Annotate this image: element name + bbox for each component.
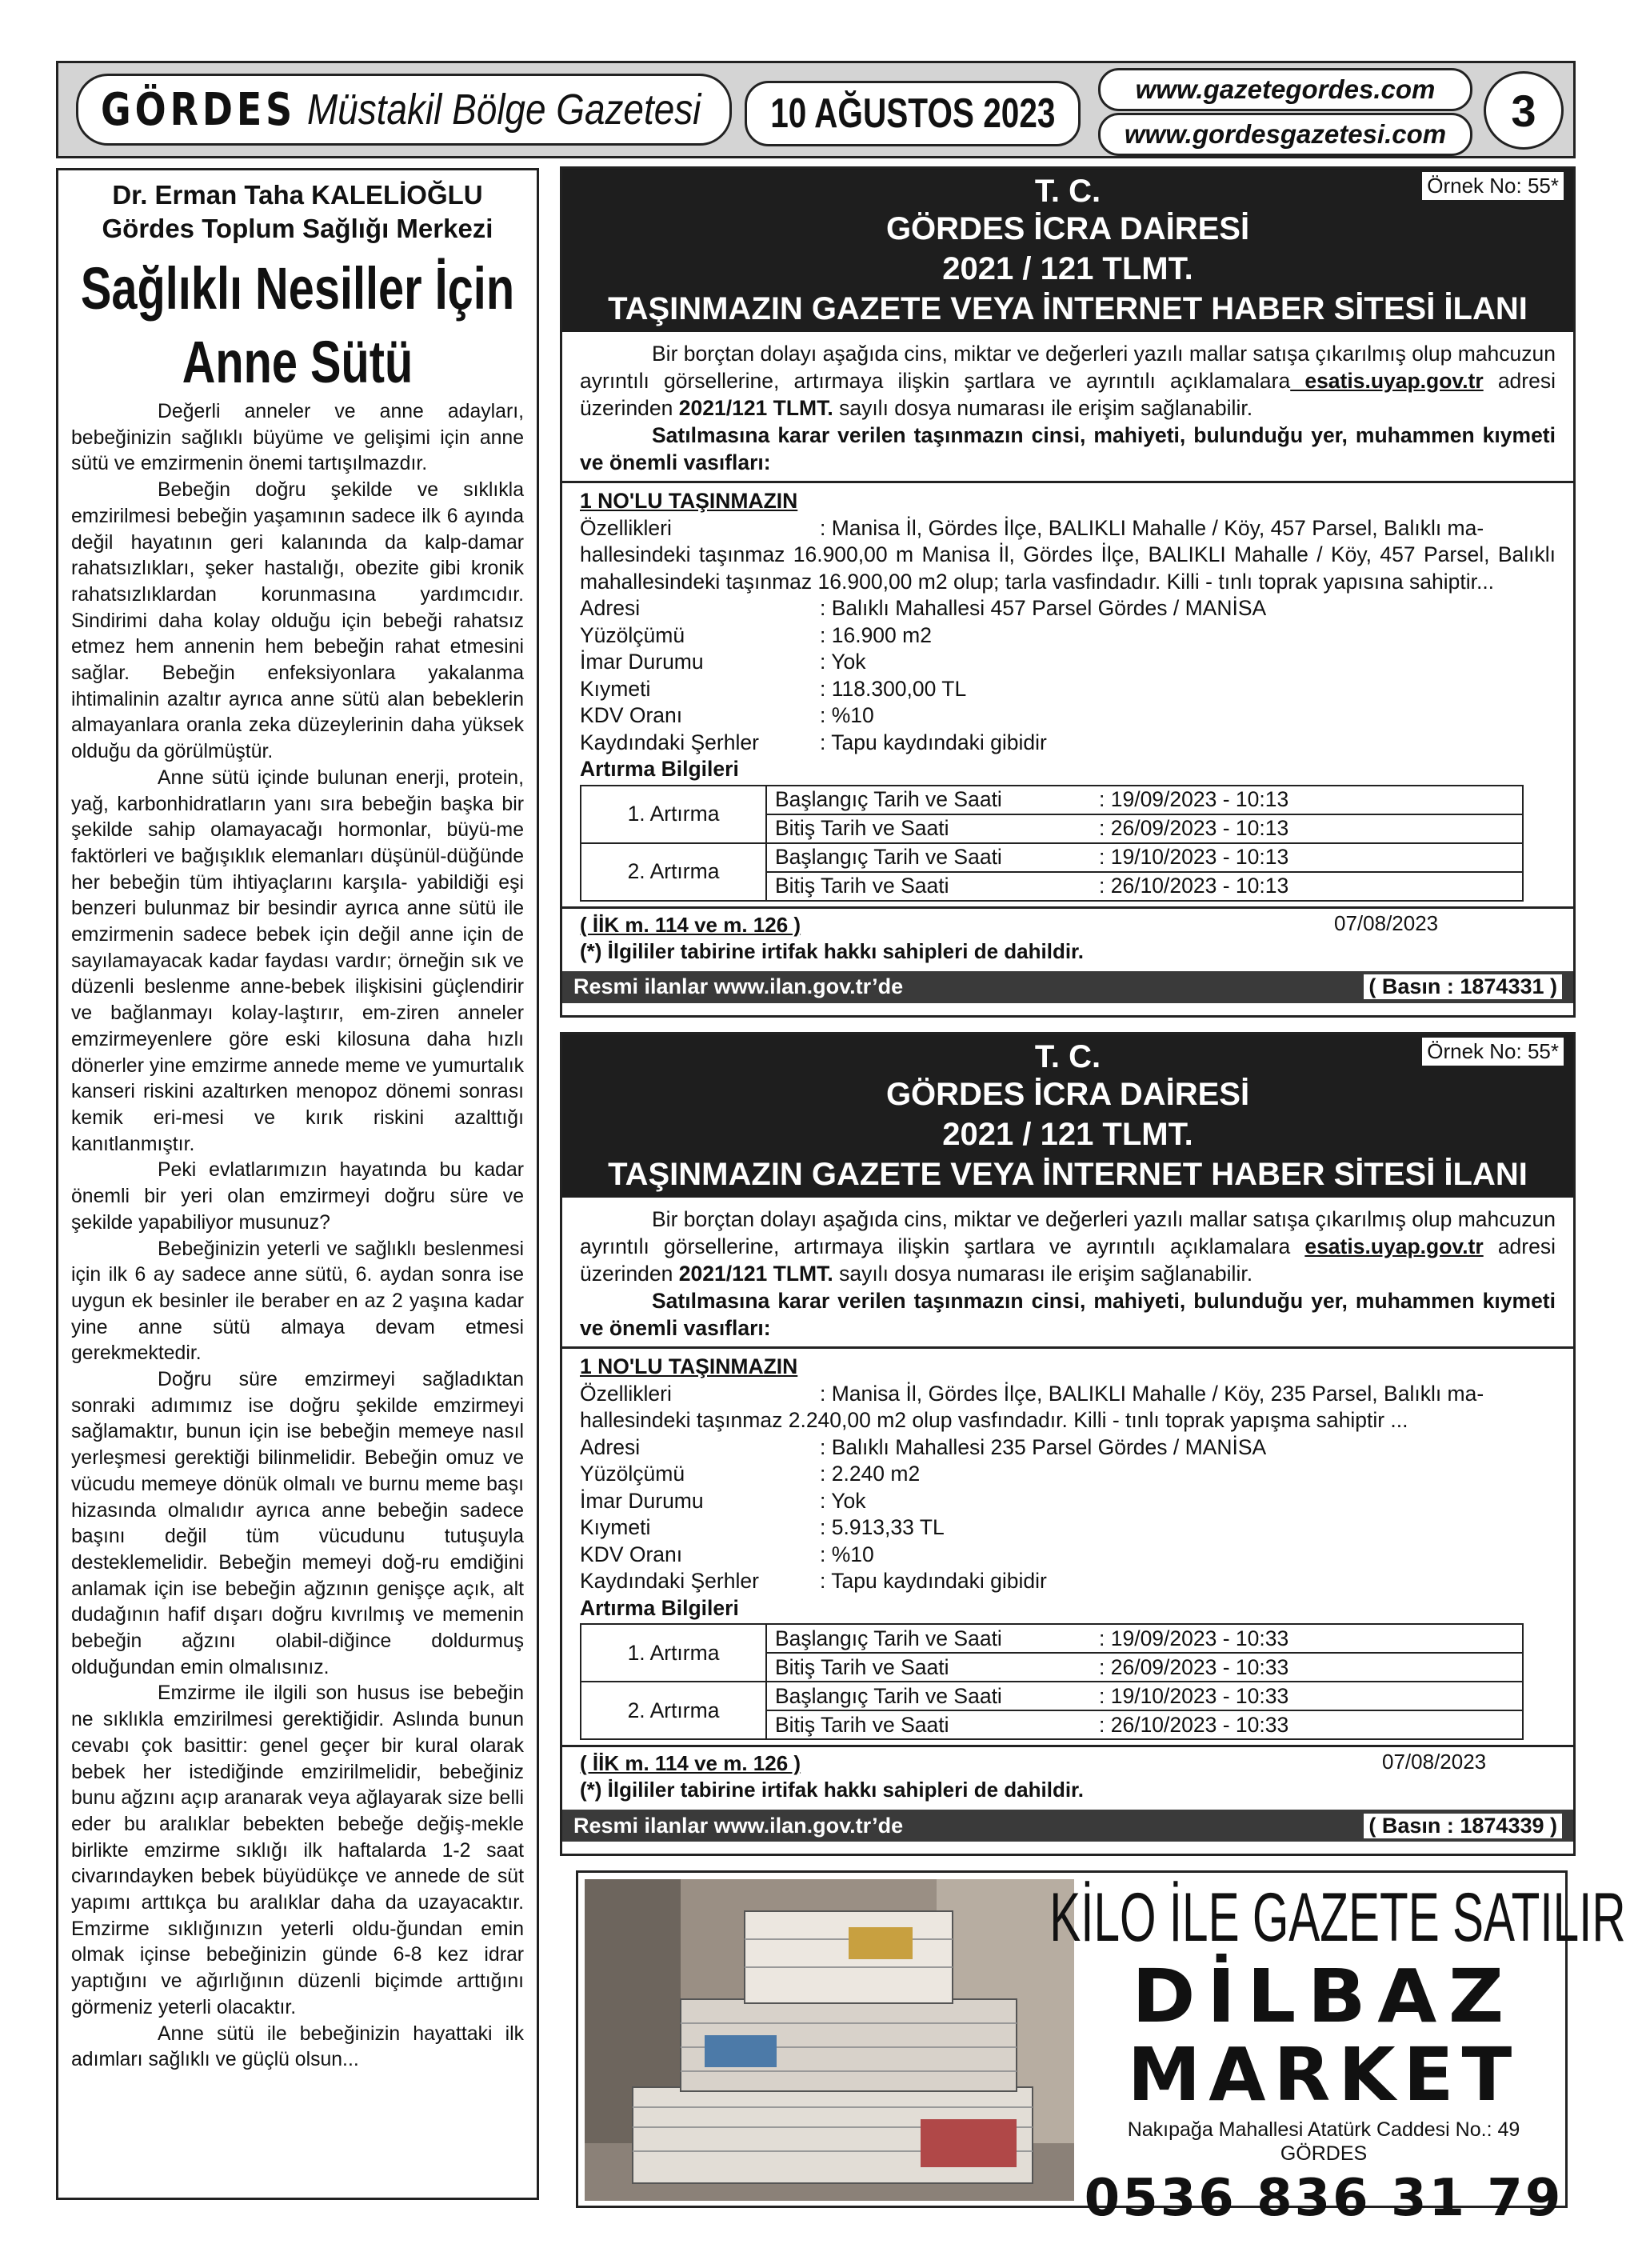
property-value: : Manisa İl, Gördes İlçe, BALIKLI Mahalle / Köy, 235 Parsel, Balıklı ma- xyxy=(820,1381,1484,1406)
property-key: Adresi xyxy=(580,596,641,620)
property-key: İmar Durumu xyxy=(580,1488,704,1513)
auction-round-label: 2. Artırma xyxy=(581,843,766,901)
property-value: : 5.913,33 TL xyxy=(820,1515,945,1539)
article-paragraph: Bebeğin doğru şekilde ve sıklıkla emzirilmesi bebeğin yaşamının sadece ilk 6 ayında değil hayatının geri kalanında da kalp-damar rahatsızlıkları, şeker hastalığı, obezite gibi kronik rahatsızlıklardan korunmasına yardımcıdır. Sindirimi daha kolay olduğu için bebeği rahatsız etmez hem annenin hem bebeğin rahat etmesini sağlar. Bebeğin enfeksiyonlara yakalanma ihtimalinin azaltır ayrıca anne sütü alan bebeklerin almayanlara oranla zeka düzeylerinin daha yüksek olduğu da görülmüştür. xyxy=(71,479,524,763)
advertisement-text xyxy=(1049,1873,1626,2228)
table-cell: Başlangıç Tarih ve Saati xyxy=(766,1682,1091,1710)
intro-text: Bir borçtan dolayı aşağıda cins, miktar ve değerleri yazılı mallar satışa çıkarılmış olup mahcuzun ayrıntılı görsellerine, artırmaya ilişkin şartlara ve ayrıntılı açıklamalara xyxy=(580,342,1556,393)
masthead-title-pill xyxy=(76,74,732,146)
notice-office: GÖRDES İCRA DAİRESİ xyxy=(885,211,1250,246)
auction-round-label: 2. Artırma xyxy=(581,1682,766,1739)
intro-bold-text: Satılmasına karar verilen taşınmazın cinsi, mahiyeti, bulunduğu yer, muhammen kıymeti ve önemli vasıfları: xyxy=(580,1289,1556,1340)
newspaper-subtitle: Müstakil Bölge Gazetesi xyxy=(306,86,701,134)
property-key: İmar Durumu xyxy=(580,650,704,674)
article-paragraph: Doğru süre emzirmeyi sağladıktan sonraki adımımız ise doğru şekilde emzirmeyi sağlamaktır, bunun için ise bebeğin memeye nasıl yerleşmesi gerektiği bilinmelidir. Bebeğin omuz ve vücudu memeye dönük olmalı ve burnu meme başı hizasında olmalıdır ayrıca anne bebeğin sadece başını değil tüm vücudunu tutuşuyla desteklemelidir. Bebeğin memeyi doğ-ru emdiğini anlamak için ise bebeğin ağzının genişçe açık, alt dudağının hafif dışarı doğru kıvrılmış ve memenin bebeğin ağzını olabil-diğince doldurmuş olduğundan emin olmalısınız. xyxy=(71,1369,524,1678)
notice-footnote: (*) İlgililer tabirine irtifak hakkı sahipleri de dahildir. xyxy=(580,938,1084,963)
legal-notice-1 xyxy=(560,166,1576,1018)
intro-text: sayılı dosya numarası ile erişim sağlanabilir. xyxy=(833,1262,1253,1286)
article-body xyxy=(71,399,524,2074)
article-paragraph: Anne sütü içinde bulunan enerji, protein, yağ, karbonhidratların yanı sıra bebeğin başka bir şekilde sahip olamayacağı hormonlar, büyü-me faktörleri ve bağışıklık elemanları düşünül-düğünde her bebeğin tüm ihtiyaçlarını karşıla- yabildiği eşi benzeri bulunmaz bir besindir ayrıca anne sütü ile emzirmenin sadece bebek için değil anne için de sayılamayacak kadar faydası vardır; örneğin sık ve düzenli beslenme anne-bebek ilişkisini güçlendirir ve bağlanmayı kolay-laştırır, em-ziren anneler emzirmeyenlere göre eski kilosuna daha hızlı dönerler yine emzirme annede meme ve yumurtalık kanseri riskini azaltırken menopoz dönemi sonrası kemik eri-mesi ve kırık riskini azalttığı kanıtlanmıştır. xyxy=(71,766,524,1155)
property-value: : Manisa İl, Gördes İlçe, BALIKLI Mahalle / Köy, 457 Parsel, Balıklı ma- xyxy=(820,515,1484,540)
property-description: hallesindeki taşınmaz 16.900,00 m Manisa İl, Gördes İlçe, BALIKLI Mahalle / Köy, 457 Parsel, Balıklı mahallesindeki taşınmaz 16.900,00 m2 olup; tarla vasfindadır. Killi - tınlı toprak yapısına sahiptir... xyxy=(580,542,1556,594)
article-paragraph: Anne sütü ile bebeğinizin hayattaki ilk adımları sağlıklı ve güçlü olsun... xyxy=(71,2022,524,2071)
property-value: : Tapu kaydındaki gibidir xyxy=(820,730,1047,754)
ad-town: GÖRDES xyxy=(1280,2142,1368,2165)
sample-number: Örnek No: 55* xyxy=(1422,1038,1564,1066)
website-link-1[interactable] xyxy=(1098,68,1472,111)
official-ads-bar xyxy=(562,1810,1573,1842)
issue-date: 10 AĞUSTOS 2023 xyxy=(769,90,1056,137)
notice-header xyxy=(562,1034,1573,1198)
auction-round-label: 1. Artırma xyxy=(581,1624,766,1682)
notice-intro xyxy=(562,332,1573,483)
property-row xyxy=(580,1514,1556,1542)
table-row xyxy=(581,786,1523,814)
table-cell: Bitiş Tarih ve Saati xyxy=(766,814,1091,843)
auction-info-title: Artırma Bilgileri xyxy=(580,757,739,781)
notice-file-number: 2021 / 121 TLMT. xyxy=(942,1117,1193,1152)
intro-file-number: 2021/121 TLMT. xyxy=(678,396,833,420)
property-key: Yüzölçümü xyxy=(580,1462,685,1486)
newspaper-brand: GÖRDES xyxy=(101,83,297,136)
table-cell: : 19/09/2023 - 10:13 xyxy=(1091,786,1523,814)
sample-number: Örnek No: 55* xyxy=(1422,172,1564,200)
article-paragraph: Bebeğinizin yeterli ve sağlıklı beslenmesi için ilk 6 ay sadece anne sütü, 6. aydan sonra ise uygun ek besinler ile beraber en az 2 yaşına kadar yine anne sütü almaya devam etmesi gerekmektedir. xyxy=(71,1238,524,1365)
property-key: KDV Oranı xyxy=(580,1542,683,1566)
masthead xyxy=(56,61,1576,158)
intro-file-number: 2021/121 TLMT. xyxy=(678,1262,833,1286)
property-key: Kıymeti xyxy=(580,676,651,701)
press-number: ( Basın : 1874331 ) xyxy=(1364,974,1562,999)
table-cell: Başlangıç Tarih ve Saati xyxy=(766,843,1091,872)
property-value: : 118.300,00 TL xyxy=(820,676,967,701)
property-key: Özellikleri xyxy=(580,1381,672,1406)
press-number: ( Basın : 1874339 ) xyxy=(1364,1814,1562,1838)
article-paragraph: Değerli anneler ve anne adayları, bebeğinizin sağlıklı büyüme ve gelişimi için anne sütü ve emzirmenin önemi tartışılmazdır. xyxy=(71,401,524,475)
article-paragraph: Peki evlatlarımızın hayatında bu kadar önemli bir yeri olan emzirmeyi doğru süre ve şekilde yapabiliyor musunuz? xyxy=(71,1159,524,1234)
table-cell: : 19/10/2023 - 10:33 xyxy=(1091,1682,1523,1710)
table-cell: : 26/10/2023 - 10:33 xyxy=(1091,1710,1523,1739)
notice-header xyxy=(562,169,1573,332)
property-row xyxy=(580,702,1556,730)
ad-store-type: MARKET xyxy=(1127,2032,1520,2118)
notice-body xyxy=(562,483,1573,902)
ad-slogan: KİLO İLE GAZETE SATILIR xyxy=(1049,1879,1626,1956)
law-reference: ( İİK m. 114 ve m. 126 ) xyxy=(580,1751,801,1775)
property-row xyxy=(580,515,1556,542)
property-key: KDV Oranı xyxy=(580,703,683,727)
property-row xyxy=(580,622,1556,650)
notice-office: GÖRDES İCRA DAİRESİ xyxy=(885,1077,1250,1112)
property-value: : Tapu kaydındaki gibidir xyxy=(820,1569,1047,1593)
property-value: : Balıklı Mahallesi 235 Parsel Gördes / MANİSA xyxy=(820,1434,1267,1459)
article-author: Dr. Erman Taha KALELİOĞLU xyxy=(112,180,483,210)
legal-notice-2 xyxy=(560,1032,1576,1856)
property-value: : Balıklı Mahallesi 457 Parsel Gördes / MANİSA xyxy=(820,596,1267,620)
notice-tc: T. C. xyxy=(1034,174,1101,209)
intro-text: Bir borçtan dolayı aşağıda cins, miktar ve değerleri yazılı mallar satışa çıkarılmış olup mahcuzun ayrıntılı görsellerine, artırmaya ilişkin şartlara ve ayrıntılı açıklamalara xyxy=(580,1207,1556,1258)
property-value: : Yok xyxy=(820,650,866,674)
official-ads-text: Resmi ilanlar www.ilan.gov.tr’de xyxy=(573,1813,904,1838)
ad-phone-number[interactable]: 0536 836 31 79 xyxy=(1084,2169,1564,2228)
table-row xyxy=(581,1682,1523,1710)
ad-address: Nakıpağa Mahallesi Atatürk Caddesi No.: 49 xyxy=(1127,2118,1520,2141)
table-cell: : 26/09/2023 - 10:33 xyxy=(1091,1653,1523,1682)
table-cell: Bitiş Tarih ve Saati xyxy=(766,872,1091,901)
table-cell: : 19/09/2023 - 10:33 xyxy=(1091,1624,1523,1653)
property-row xyxy=(580,649,1556,676)
official-ads-text: Resmi ilanlar www.ilan.gov.tr’de xyxy=(573,974,904,998)
property-key: Kıymeti xyxy=(580,1515,651,1539)
ad-store-name: DİLBAZ xyxy=(1132,1954,1516,2039)
property-value: : Yok xyxy=(820,1488,866,1513)
property-description: hallesindeki taşınmaz 2.240,00 m2 olup vasfındadır. Killi - tınlı toprak yapışma sahiptir ... xyxy=(580,1408,1408,1432)
property-row xyxy=(580,1488,1556,1515)
intro-text: adresi üzerinden xyxy=(580,369,1556,420)
website-link-2[interactable] xyxy=(1098,113,1472,156)
page-number-badge xyxy=(1484,71,1564,150)
notice-date: 07/08/2023 xyxy=(1334,910,1439,935)
property-title: 1 NO'LU TAŞINMAZIN xyxy=(580,1354,798,1378)
table-cell: Başlangıç Tarih ve Saati xyxy=(766,1624,1091,1653)
article-organization: Gördes Toplum Sağlığı Merkezi xyxy=(102,214,493,243)
table-cell: Bitiş Tarih ve Saati xyxy=(766,1653,1091,1682)
property-key: Adresi xyxy=(580,1434,641,1459)
property-key: Kaydındaki Şerhler xyxy=(580,730,759,754)
notice-footnote: (*) İlgililer tabirine irtifak hakkı sahipleri de dahildir. xyxy=(580,1778,1084,1802)
property-key: Yüzölçümü xyxy=(580,622,685,647)
notice-intro xyxy=(562,1198,1573,1349)
table-row xyxy=(581,1624,1523,1653)
property-row xyxy=(580,1542,1556,1569)
property-key: Özellikleri xyxy=(580,515,672,540)
property-row xyxy=(580,1434,1556,1462)
table-cell: : 19/10/2023 - 10:13 xyxy=(1091,843,1523,872)
property-row xyxy=(580,676,1556,703)
auction-schedule-table xyxy=(580,1623,1524,1740)
notice-footer xyxy=(562,1745,1573,1810)
property-value: : %10 xyxy=(820,1542,874,1566)
property-row xyxy=(580,1461,1556,1488)
intro-bold-text: Satılmasına karar verilen taşınmazın cinsi, mahiyeti, bulunduğu yer, muhammen kıymeti ve önemli vasıfları: xyxy=(580,423,1556,474)
table-cell: Başlangıç Tarih ve Saati xyxy=(766,786,1091,814)
property-row xyxy=(580,1568,1556,1595)
website-url-1: www.gazetegordes.com xyxy=(1135,74,1436,104)
table-cell: : 26/10/2023 - 10:13 xyxy=(1091,872,1523,901)
property-row xyxy=(580,595,1556,622)
law-reference: ( İİK m. 114 ve m. 126 ) xyxy=(580,912,801,937)
intro-text: sayılı dosya numarası ile erişim sağlanabilir. xyxy=(833,396,1253,420)
page-number: 3 xyxy=(1511,85,1536,136)
notice-tc: T. C. xyxy=(1034,1039,1101,1074)
property-key: Kaydındaki Şerhler xyxy=(580,1569,759,1593)
auction-schedule-table xyxy=(580,785,1524,902)
property-row xyxy=(580,1381,1556,1408)
official-ads-bar xyxy=(562,971,1573,1003)
notice-heading: TAŞINMAZIN GAZETE VEYA İNTERNET HABER SİTESİ İLANI xyxy=(608,291,1528,326)
property-value: : %10 xyxy=(820,703,874,727)
notice-file-number: 2021 / 121 TLMT. xyxy=(942,251,1193,286)
newspaper-stacks-photo xyxy=(585,1879,1074,2201)
property-row xyxy=(580,730,1556,757)
notice-body xyxy=(562,1349,1573,1740)
property-value: : 2.240 m2 xyxy=(820,1462,921,1486)
esatis-link[interactable]: esatis.uyap.gov.tr xyxy=(1304,1234,1484,1258)
newspaper-stacks-icon xyxy=(585,1879,1074,2201)
notice-footer xyxy=(562,906,1573,971)
intro-text: adresi üzerinden xyxy=(580,1234,1556,1286)
notice-heading: TAŞINMAZIN GAZETE VEYA İNTERNET HABER SİTESİ İLANI xyxy=(608,1157,1528,1192)
website-url-2: www.gordesgazetesi.com xyxy=(1124,119,1447,149)
article-headline-line-2: Anne Sütü xyxy=(182,329,413,395)
table-cell: Bitiş Tarih ve Saati xyxy=(766,1710,1091,1739)
table-row xyxy=(581,843,1523,872)
health-article xyxy=(56,168,539,2200)
auction-round-label: 1. Artırma xyxy=(581,786,766,843)
article-headline-line-1: Sağlıklı Nesiller İçin xyxy=(80,255,515,322)
property-title: 1 NO'LU TAŞINMAZIN xyxy=(580,489,798,513)
issue-date-pill xyxy=(745,81,1081,146)
article-paragraph: Emzirme ile ilgili son husus ise bebeğin ne sıklıkla emzirilmesi gerektiğidir. Aslında bunun cevabı çok basittir: genel geçer bir kural olarak bebek her istediğinde emzirilmelidir, bebeğiniz bunu ağzını açıp aranarak veya ağlayarak size belli eder bu aralıklar bebekten bebeğe değiş-mekle birlikte emzirme sıklığı ilk haftalarda 1-2 saat civarındayken bebek büyüdükçe ve annede de süt yapımı arttıkça bu aralıklar daha da uzayacaktır. Emzirme sıklığınızın yeterli oldu-ğundan emin olmak içinse bebeğinizin günde 6-8 kez idrar yaptığını ve ağırlığının düzenli biçimde arttığını görmeniz yeterli olacaktır. xyxy=(71,1682,524,2018)
notice-date: 07/08/2023 xyxy=(1382,1750,1487,1774)
property-value: : 16.900 m2 xyxy=(820,622,932,647)
table-cell: : 26/09/2023 - 10:13 xyxy=(1091,814,1523,843)
market-advertisement xyxy=(576,1870,1626,2228)
esatis-link[interactable]: esatis.uyap.gov.tr xyxy=(1290,369,1484,393)
auction-info-title: Artırma Bilgileri xyxy=(580,1595,739,1620)
